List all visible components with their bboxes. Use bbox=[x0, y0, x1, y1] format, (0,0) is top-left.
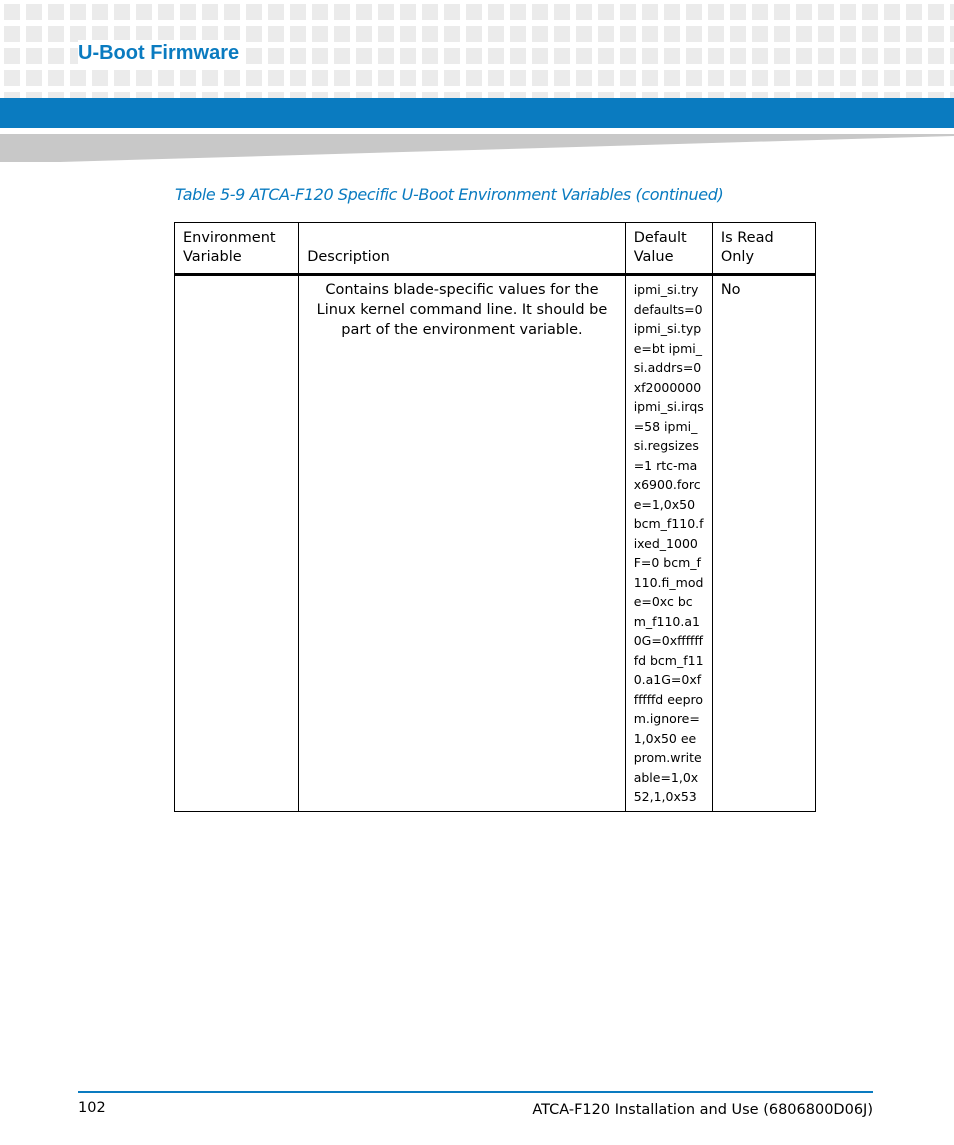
footer-rule bbox=[78, 1091, 873, 1093]
page-number: 102 bbox=[78, 1100, 106, 1116]
column-header-default-value: Default Value bbox=[625, 223, 712, 275]
column-header-description: Description bbox=[299, 223, 626, 275]
cell-is-read-only: No bbox=[712, 275, 815, 812]
section-title: U-Boot Firmware bbox=[78, 40, 243, 66]
header-grey-swoosh bbox=[0, 128, 954, 164]
table-row bbox=[175, 275, 816, 812]
environment-variables-table bbox=[174, 222, 816, 812]
column-header-environment-variable: Environment Variable bbox=[175, 223, 299, 275]
column-header-is-read-only: Is Read Only bbox=[712, 223, 815, 275]
document-title: ATCA-F120 Installation and Use (6806800D06J) bbox=[532, 1102, 873, 1118]
cell-description: Contains blade-specific values for the Linux kernel command line. It should be part of the environment variable. bbox=[299, 275, 626, 812]
cell-default-value: ipmi_si.trydefaults=0 ipmi_si.type=bt ipmi_si.addrs=0xf2000000 ipmi_si.irqs=58 ipmi_si.regsizes=1 rtc-max6900.force=1,0x50 bcm_f110.fixed_1000F=0 bcm_f110.fi_mode=0xc bcm_f110.a10G=0xfffffffd bcm_f110.a1G=0xffffffd eeprom.ignore=1,0x50 eeprom.writeable=1,0x52,1,0x53 bbox=[625, 275, 712, 812]
table-caption: Table 5-9 ATCA-F120 Specific U-Boot Environment Variables (continued) bbox=[175, 185, 724, 204]
header-blue-band bbox=[0, 98, 954, 128]
cell-environment-variable bbox=[175, 275, 299, 812]
table-header-row bbox=[175, 223, 816, 275]
